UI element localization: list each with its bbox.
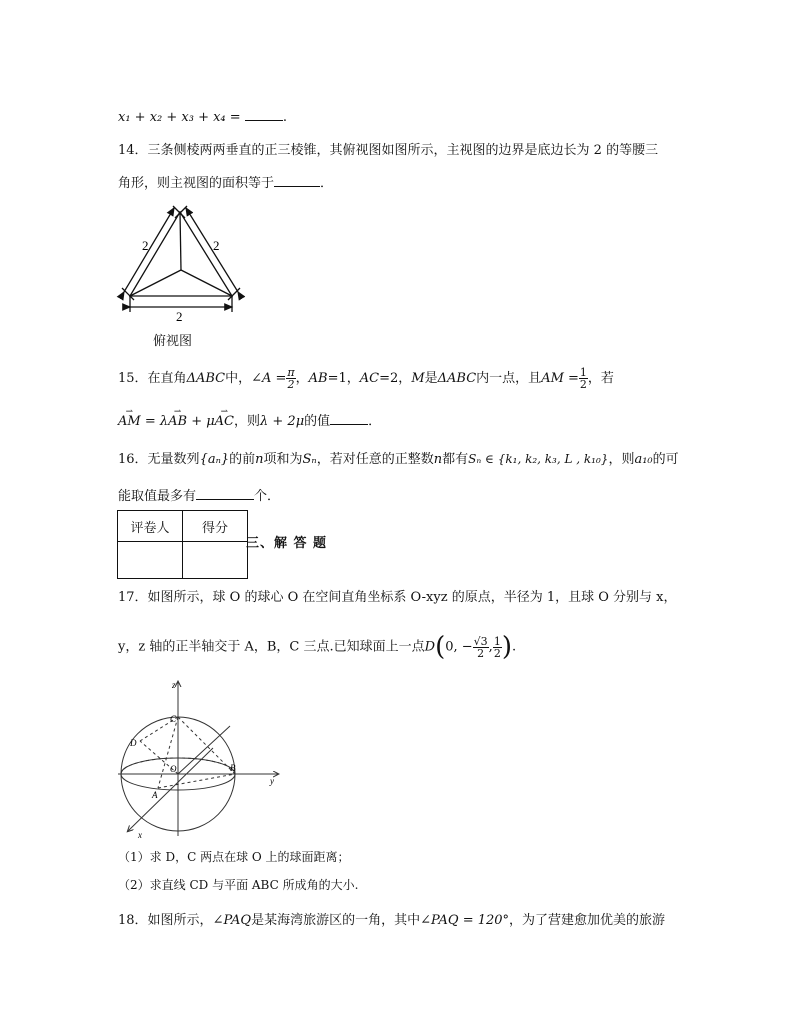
q17-x-axis — [128, 748, 213, 831]
q17-number: 17． — [118, 590, 148, 605]
q16-text7: 的可 — [652, 452, 679, 467]
q17-den2: 2 — [477, 646, 485, 660]
q13-sum-expr: x₁ + x₂ + x₃ + x₄ = — [118, 110, 245, 125]
q14-answer-blank — [274, 172, 320, 187]
q14-label-right: 2 — [213, 238, 220, 253]
q14-dim-left — [124, 208, 174, 292]
q15-pi-over-2 — [286, 367, 295, 390]
q14-figure-caption: 俯视图 — [153, 334, 193, 349]
q16-set: Sₙ ∈ {k₁, k₂, k₃, L , k₁₀} — [468, 452, 609, 466]
q17-line1 — [118, 589, 677, 607]
q14-dim-right — [186, 208, 238, 292]
q15-ac: AC — [359, 371, 380, 386]
q15-text2: 中， — [225, 371, 252, 386]
q16-a10: a₁₀ — [634, 452, 653, 467]
q15-angle: ∠A = — [251, 371, 287, 386]
q16-n: n — [255, 452, 264, 467]
q18-number: 18． — [118, 913, 148, 928]
q17-label-d: D — [130, 738, 137, 748]
q17-paren-close: ) — [501, 632, 512, 662]
score-table-grader: 评卷人 — [118, 511, 183, 542]
q16-line1 — [118, 450, 679, 469]
q14-tick-top2 — [175, 206, 187, 218]
q16-n2: n — [433, 452, 443, 467]
score-table-score-cell[interactable] — [183, 542, 248, 579]
q15-end: ． — [368, 414, 382, 429]
q16-answer-blank — [196, 485, 254, 500]
q18-text1: 如图所示， — [147, 913, 213, 928]
q13-answer-blank — [245, 106, 283, 121]
q17-text2: y，z 轴的正半轴交于 A，B，C 三点.已知球面上一点 — [118, 639, 425, 655]
q18-text3: ，为了营建愈加优美的旅游 — [509, 913, 666, 928]
q15-two2: 2 — [579, 378, 587, 391]
q17-sub1: （1）求 D，C 两点在球 O 上的球面距离； — [118, 850, 350, 864]
q16-text1: 无量数列 — [147, 452, 200, 467]
q16-line2 — [118, 485, 280, 506]
q17-diag-line — [178, 726, 230, 774]
q14-text1: 三条侧棱两两垂直的正三棱锥，其俯视图如图所示，主视图的边界是底边长为 2 的等腰三 — [147, 143, 659, 158]
q17-label-x: x — [138, 830, 142, 840]
q15-pi: π — [287, 366, 295, 379]
q15-m: M — [411, 371, 425, 386]
q15-number: 15． — [118, 371, 148, 386]
q16-text4: ，若对任意的正整数 — [316, 452, 434, 467]
q17-label-o: O — [170, 764, 177, 774]
q17-sqrt3: √3 — [473, 634, 488, 648]
q17-sqrt3-over-2 — [473, 636, 489, 659]
score-table-score: 得分 — [183, 511, 248, 542]
q14-label-bottom: 2 — [176, 309, 183, 324]
q14-text2: 角形，则主视图的面积等于 — [118, 176, 275, 191]
q17-one-half — [493, 636, 502, 659]
q18-angle-eq: ∠PAQ = 120° — [420, 913, 510, 928]
q15-ab: AB — [308, 371, 328, 386]
q15-text4: =1， — [327, 371, 360, 386]
q16-number: 16． — [118, 452, 148, 467]
score-table-header — [118, 511, 248, 542]
q17-label-z: z — [172, 680, 176, 690]
q14-label-left: 2 — [142, 238, 149, 253]
score-table-grader-cell[interactable] — [118, 542, 183, 579]
q17-sphere-figure — [118, 676, 288, 841]
q16-sn: Sₙ — [302, 452, 317, 467]
q17-coord-b: , — [488, 639, 493, 655]
q17-label-y: y — [270, 776, 274, 786]
q15-text6: 是 — [424, 371, 438, 386]
q16-text3: 项和为 — [263, 452, 303, 467]
q17-label-a: A — [152, 790, 158, 800]
q16-sequence: {aₙ} — [199, 452, 230, 467]
q15-text1: 在直角 — [147, 371, 187, 386]
q15-triangle2: ΔABC — [437, 371, 477, 386]
q16-end: 个． — [254, 489, 281, 504]
q15-am: AM = — [541, 371, 579, 386]
q17-text1: 如图所示，球 O 的球心 O 在空间直角坐标系 O-xyz 的原点，半径为 1，且球 O 分别与 x， — [147, 590, 677, 605]
q14-line2 — [118, 172, 333, 193]
q15-text5: =2， — [379, 371, 412, 386]
q14-median-top — [180, 212, 181, 270]
q15-text10: 的值 — [304, 414, 331, 429]
q16-text5: 都有 — [442, 452, 469, 467]
section-title: 三、解 答 题 — [246, 536, 328, 551]
q15-vector-am: ⇀ AM — [118, 413, 141, 431]
q15-vector-ab: ⇀ AB — [168, 413, 187, 431]
q17-paren-open: ( — [435, 632, 446, 662]
q15-vector-ac: ⇀ AC — [215, 413, 234, 431]
q15-text3: ， — [295, 371, 309, 386]
q15-one-half — [579, 367, 588, 390]
q14-end: ． — [320, 176, 334, 191]
q18-line1 — [118, 912, 665, 930]
q14-number: 14． — [118, 143, 148, 158]
q15-plus-mu: + μ — [187, 414, 215, 429]
q17-line2 — [118, 632, 516, 663]
q17-point-d: D — [424, 639, 436, 655]
score-table — [117, 510, 248, 579]
q15-two: 2 — [287, 378, 295, 391]
q15-one: 1 — [579, 366, 587, 379]
q18-angle-paq: ∠PAQ — [212, 913, 252, 928]
q17-sub2: （2）求直线 CD 与平面 ABC 所成角的大小. — [118, 878, 359, 892]
q17-label-b: B — [230, 763, 236, 773]
q15-text9: ，则 — [234, 414, 261, 429]
q17-label-c: C — [170, 714, 177, 724]
q14-tick-right — [228, 288, 240, 300]
q15-answer-blank — [330, 410, 368, 425]
q15-text8: ，若 — [587, 371, 614, 386]
q14-line1 — [118, 142, 658, 160]
q14-top-view-figure — [110, 200, 250, 325]
q16-text-line2: 能取值最多有 — [118, 489, 197, 504]
q17-coord-a: 0, − — [445, 639, 473, 655]
q14-tick-top1 — [173, 206, 185, 218]
q17-one: 1 — [493, 634, 501, 648]
q13-end: . — [282, 110, 287, 125]
q13-tail — [118, 106, 287, 127]
q17-den2b: 2 — [493, 646, 501, 660]
q15-line1 — [118, 366, 614, 392]
q15-text7: 内一点，且 — [476, 371, 542, 386]
q18-text2: 是某海湾旅游区的一角，其中 — [251, 913, 421, 928]
q15-expression: λ + 2μ — [260, 414, 305, 429]
score-table-body — [118, 542, 248, 579]
q15-triangle: ΔABC — [186, 371, 226, 386]
q17-ab — [158, 774, 235, 788]
q16-text6: ，则 — [608, 452, 635, 467]
q15-eq-lambda: = λ — [140, 414, 169, 429]
q17-text2-end: . — [511, 639, 517, 655]
q16-text2: 的前 — [229, 452, 256, 467]
q14-tick-left — [122, 288, 134, 300]
q15-line2 — [118, 410, 381, 431]
